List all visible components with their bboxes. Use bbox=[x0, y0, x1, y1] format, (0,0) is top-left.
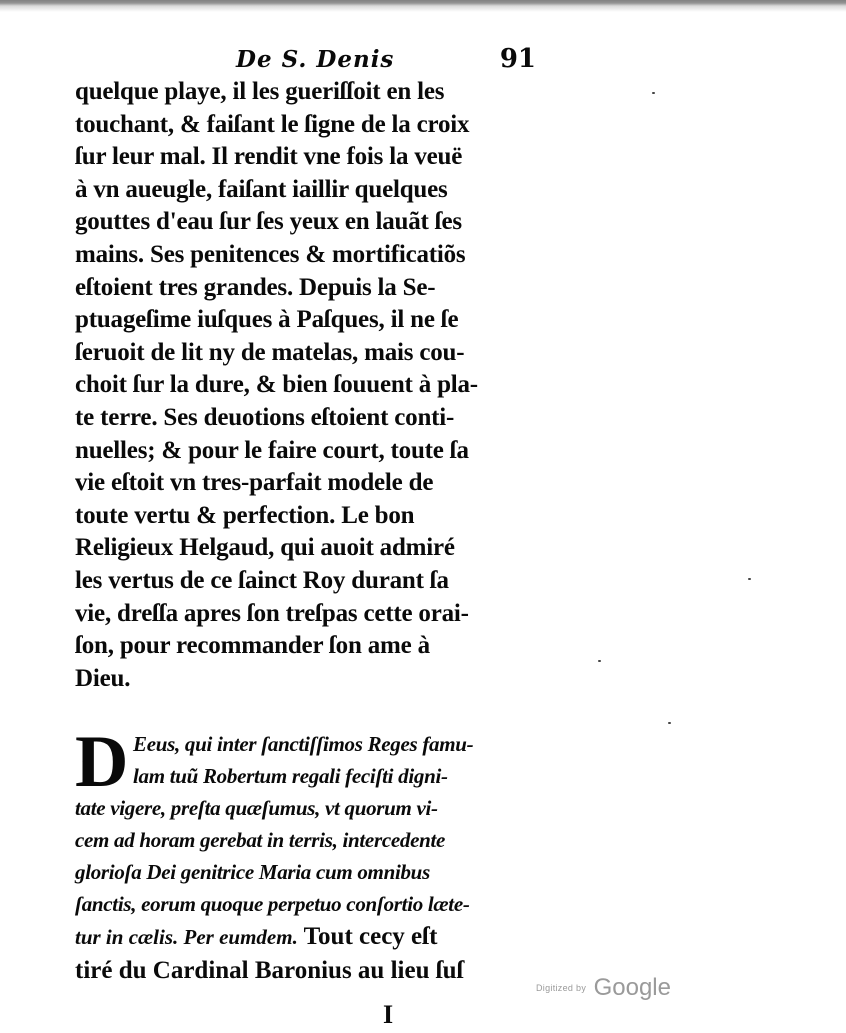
signature-mark: I bbox=[383, 1000, 394, 1029]
running-title: De S. Denis bbox=[236, 46, 395, 73]
scan-speck bbox=[598, 660, 601, 662]
prayer-line: tate vigere, preſta quæſumus, vt quorum vi- bbox=[75, 796, 438, 820]
prayer-line: glorioſa Dei genitrice Maria cum omnibus bbox=[75, 860, 430, 884]
digitization-watermark bbox=[536, 974, 671, 1002]
closing-text: Tout cecy eſt bbox=[303, 923, 438, 950]
scan-speck bbox=[668, 722, 671, 724]
scan-speck bbox=[748, 578, 751, 580]
latin-prayer bbox=[75, 721, 545, 988]
watermark-prefix: Digitized by bbox=[536, 983, 587, 993]
body-line: eſtoient tres grandes. Depuis la Se- bbox=[75, 273, 436, 301]
prayer-line: Eeus, qui inter ſanctiſſimos Reges famu- bbox=[133, 732, 474, 756]
body-line: vie eſtoit vn tres-parfait modele de bbox=[75, 469, 434, 497]
body-line: te terre. Ses deuotions eſtoient conti- bbox=[75, 403, 455, 431]
body-line: Religieux Helgaud, qui auoit admiré bbox=[75, 534, 455, 562]
closing-last-line: tiré du Cardinal Baronius au lieu ſuſ bbox=[75, 957, 464, 984]
body-line: ſur leur mal. Il rendit vne fois la veuë bbox=[75, 143, 463, 171]
body-line: toute vertu & perfection. Le bon bbox=[75, 501, 415, 529]
scan-top-edge bbox=[0, 0, 846, 14]
body-line: ſon, pour recommander ſon ame à bbox=[75, 632, 430, 660]
body-line: à vn aueugle, faiſant iaillir quelques bbox=[75, 175, 448, 203]
body-line: mains. Ses penitences & mortificatiõs bbox=[75, 240, 466, 268]
body-line: choit ſur la dure, & bien ſouuent à pla- bbox=[75, 371, 478, 399]
body-line: Dieu. bbox=[75, 664, 131, 692]
body-line: gouttes d'eau ſur ſes yeux en lauãt ſes bbox=[75, 208, 462, 236]
scan-speck bbox=[652, 92, 655, 94]
page-header bbox=[236, 42, 536, 78]
page-number: 91 bbox=[499, 44, 536, 74]
body-line: vie, dreſſa apres ſon treſpas cette orai- bbox=[75, 599, 469, 627]
body-line: quelque playe, il les gueriſſoit en les bbox=[75, 78, 445, 105]
prayer-line: cem ad horam gerebat in terris, intercedente bbox=[75, 828, 446, 852]
body-line: ſeruoit de lit ny de matelas, mais cou- bbox=[75, 338, 465, 366]
prayer-line: ſanctis, eorum quoque perpetuo conſortio læte- bbox=[75, 892, 470, 916]
body-text bbox=[75, 76, 545, 695]
drop-cap-initial: D bbox=[75, 721, 129, 803]
body-line: ptuageſime iuſques à Paſques, il ne ſe bbox=[75, 306, 459, 334]
watermark-brand: Google bbox=[593, 974, 671, 1001]
body-line: les vertus de ce ſainct Roy durant ſa bbox=[75, 566, 449, 594]
body-line: nuelles; & pour le faire court, toute ſa bbox=[75, 436, 469, 464]
prayer-line: lam tuũ Robertum regali feciſti digni- bbox=[133, 764, 448, 788]
prayer-closing-line bbox=[75, 920, 545, 954]
body-line: touchant, & faiſant le ſigne de la croix bbox=[75, 110, 470, 138]
prayer-line: tur in cælis. Per eumdem. bbox=[75, 925, 298, 949]
